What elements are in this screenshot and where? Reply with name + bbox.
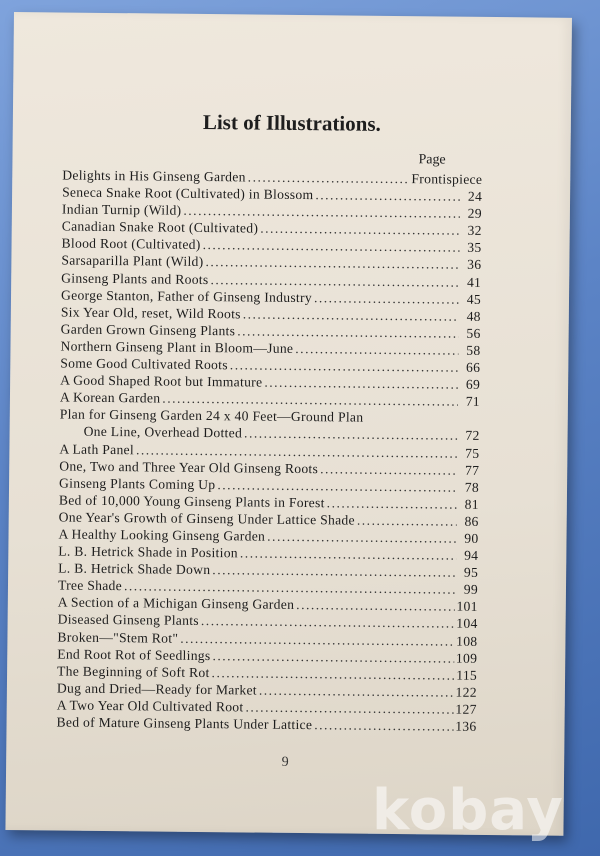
list-item: Delights in His Ginseng Garden ..... Frontispiece: [62, 167, 482, 188]
list-item: Sarsaparilla Plant (Wild) ..... 36: [61, 252, 481, 273]
page-number: 9: [281, 754, 289, 770]
list-item: Seneca Snake Root (Cultivated) in Blossom ..... 24: [62, 184, 482, 205]
list-item: A Lath Panel ..... 75: [59, 440, 479, 461]
list-item: Canadian Snake Root (Cultivated) ..... 32: [62, 218, 482, 239]
list-item: Ginseng Plants Coming Up ..... 78: [59, 474, 479, 495]
list-item: Blood Root (Cultivated) ..... 35: [61, 235, 481, 256]
list-item: Ginseng Plants and Roots ..... 41: [61, 269, 481, 290]
list-item: Broken—"Stem Rot" ..... 108: [57, 628, 477, 649]
list-item: A Healthy Looking Ginseng Garden ..... 90: [58, 525, 478, 546]
list-item: Diseased Ginseng Plants ..... 104: [58, 611, 478, 632]
list-item: One, Two and Three Year Old Ginseng Roots ..... 77: [59, 457, 479, 478]
list-item: A Section of a Michigan Ginseng Garden ..... 101: [58, 594, 478, 615]
list-item: Indian Turnip (Wild) ..... 29: [62, 201, 482, 222]
list-item: End Root Rot of Seedlings ..... 109: [57, 645, 477, 666]
list-item: A Two Year Old Cultivated Root ..... 127: [57, 696, 477, 717]
list-item: Six Year Old, reset, Wild Roots ..... 48: [61, 303, 481, 324]
list-item: Some Good Cultivated Roots ..... 66: [60, 355, 480, 376]
book-page: [5, 12, 572, 836]
illustration-list: [56, 167, 482, 735]
list-item: L. B. Hetrick Shade Down ..... 95: [58, 560, 478, 581]
list-item: Garden Grown Ginseng Plants ..... 56: [61, 320, 481, 341]
list-item: Tree Shade ..... 99: [58, 577, 478, 598]
list-item: The Beginning of Soft Rot ..... 115: [57, 662, 477, 683]
list-item: Northern Ginseng Plant in Bloom—June ..... 58: [60, 337, 480, 358]
list-item: Bed of 10,000 Young Ginseng Plants in Forest ..... 81: [59, 491, 479, 512]
list-item: Dug and Dried—Ready for Market ..... 122: [57, 679, 477, 700]
list-item: One Year's Growth of Ginseng Under Lattice Shade ..... 86: [59, 508, 479, 529]
list-item: One Line, Overhead Dotted ..... 72: [60, 423, 480, 444]
list-item: George Stanton, Father of Ginseng Industry ..... 45: [61, 286, 481, 307]
watermark-logo: kobay: [372, 778, 564, 843]
list-item: Plan for Ginseng Garden 24 x 40 Feet—Ground Plan: [59, 406, 364, 425]
list-item: L. B. Hetrick Shade in Position ..... 94: [58, 543, 478, 564]
list-item: A Good Shaped Root but Immature ..... 69: [60, 372, 480, 393]
list-item: Bed of Mature Ginseng Plants Under Lattice ..... 136: [56, 713, 476, 734]
list-item: A Korean Garden ..... 71: [60, 389, 480, 410]
page-title: List of Illustrations.: [202, 109, 381, 136]
page-column-header: Page: [418, 152, 446, 168]
